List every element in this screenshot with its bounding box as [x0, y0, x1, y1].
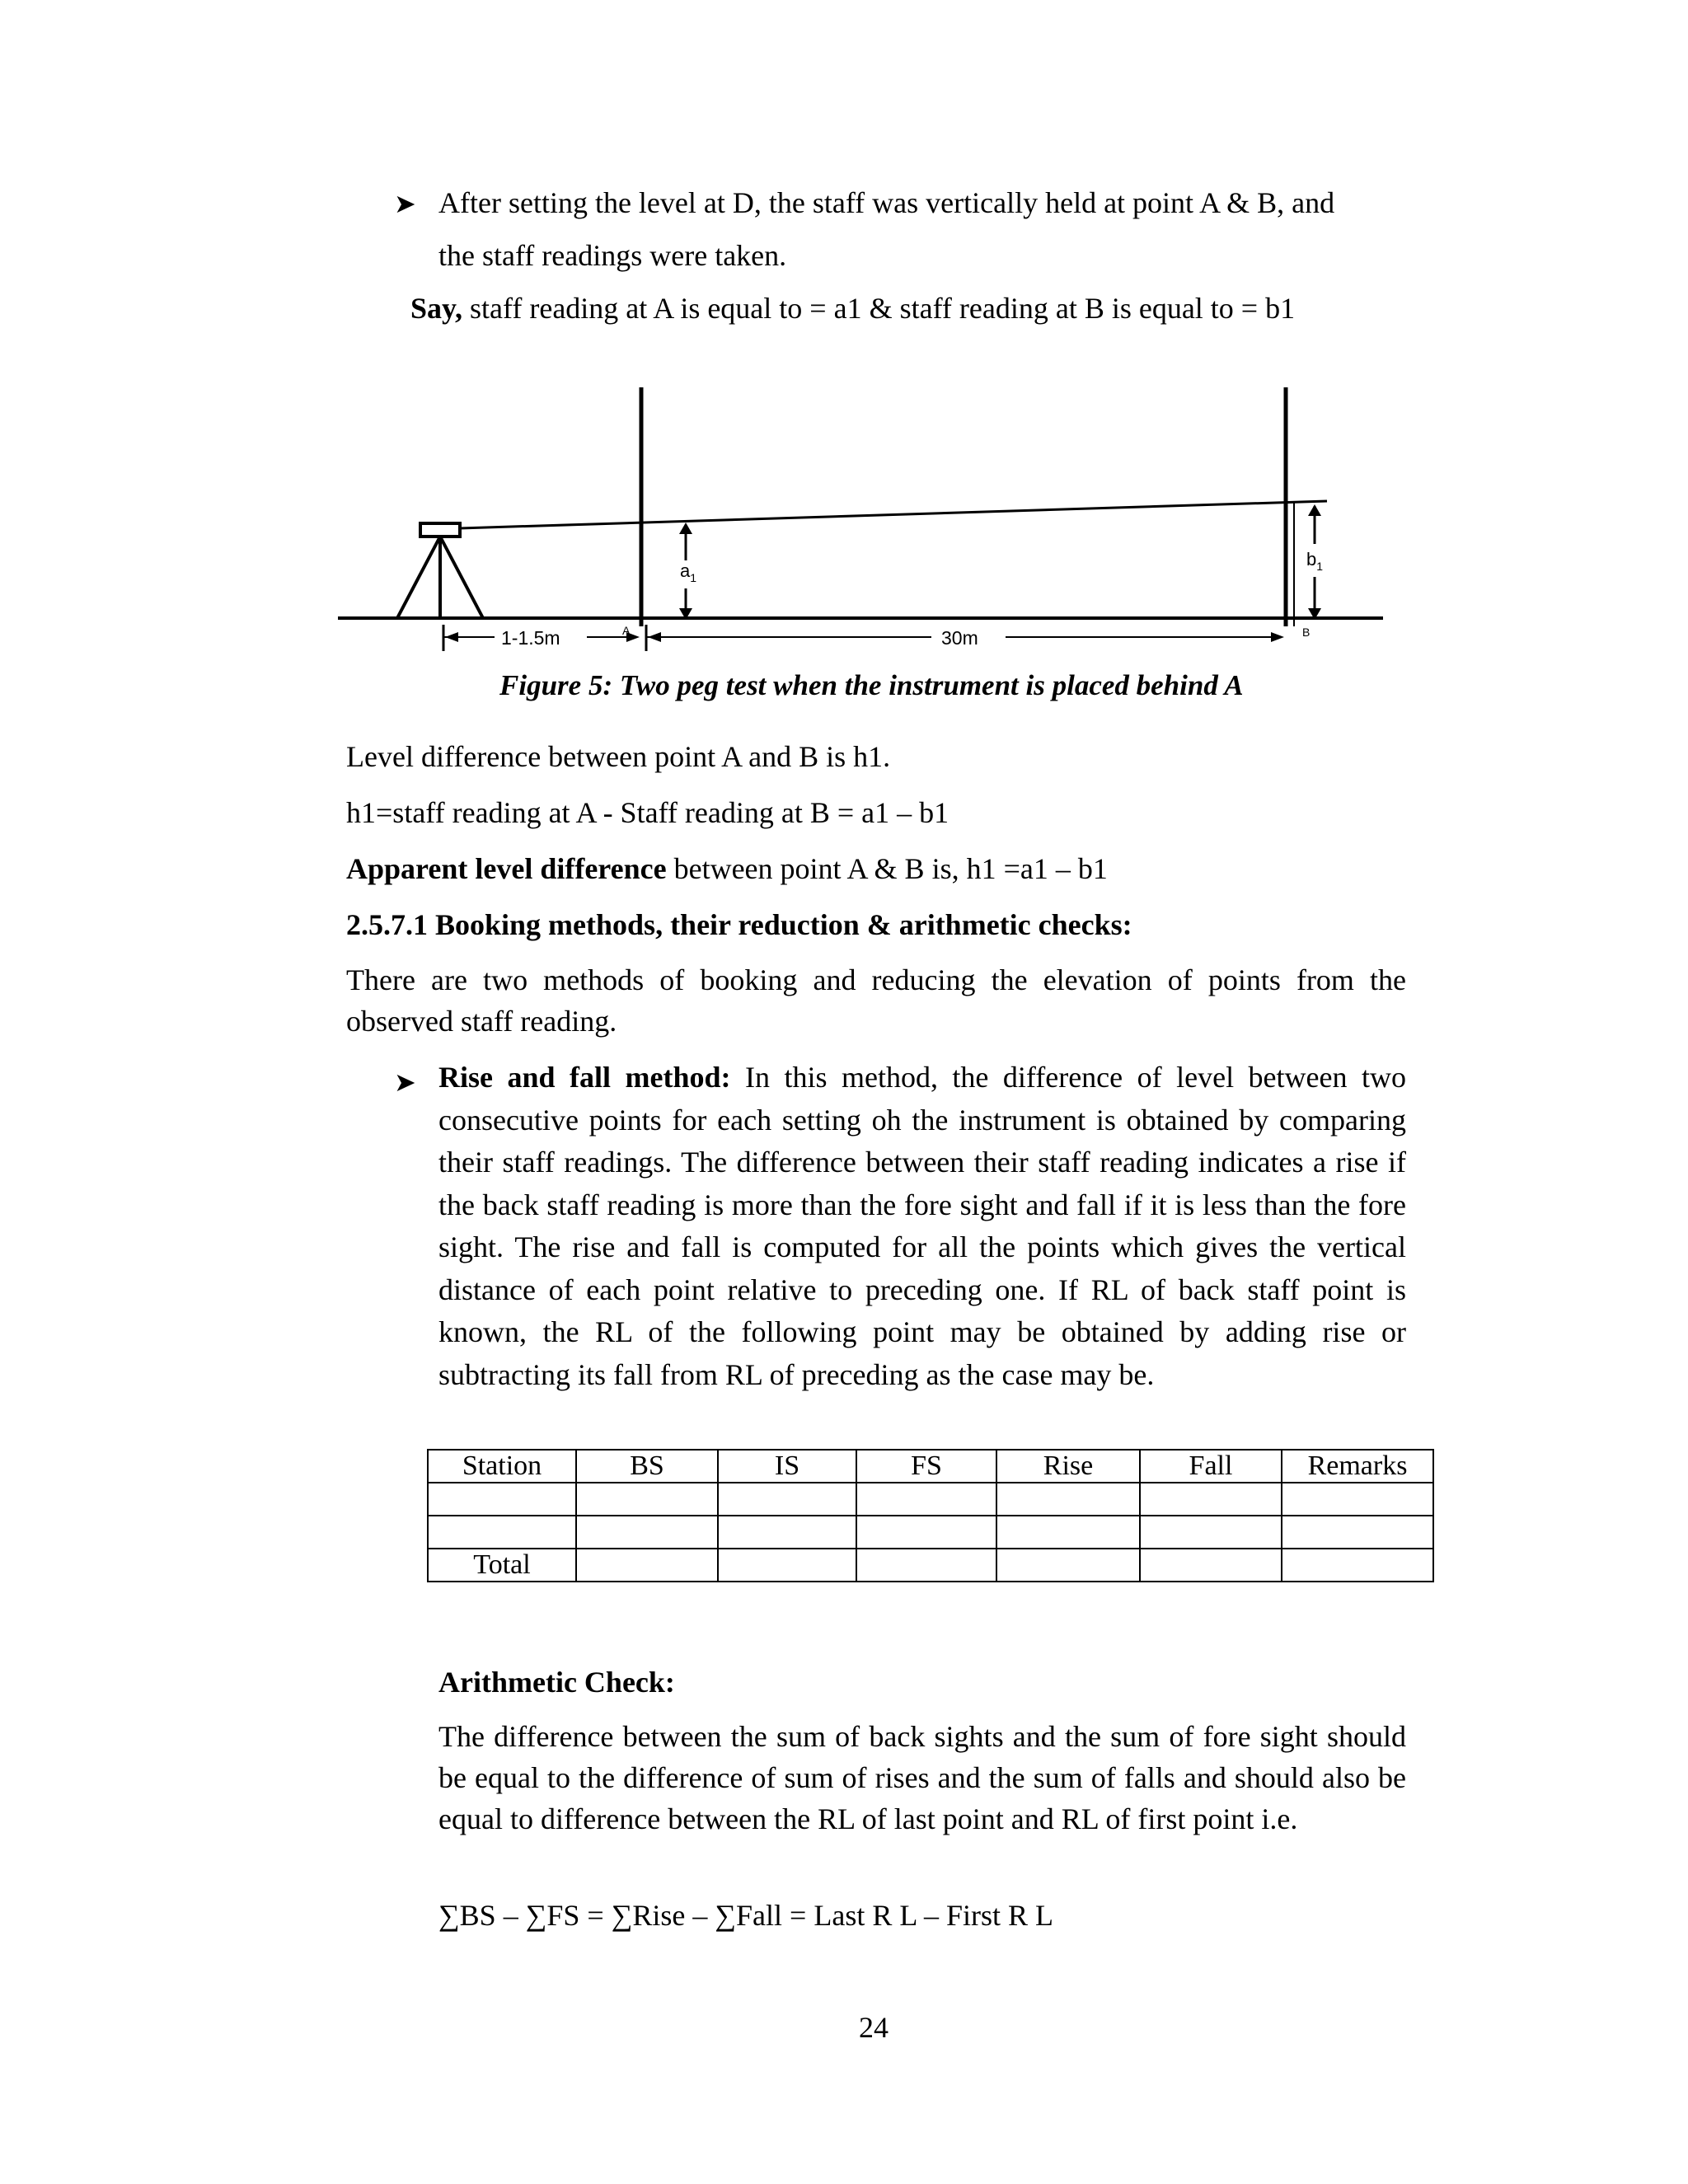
header-station: Station [428, 1450, 576, 1483]
say-label: Say, [410, 292, 463, 325]
header-fs: FS [856, 1450, 996, 1483]
rise-fall-paragraph [438, 1057, 1406, 1396]
say-text: staff reading at A is equal to = a1 & staff reading at B is equal to = b1 [462, 292, 1296, 325]
total-label: Total [428, 1549, 576, 1582]
point-a-label: A [622, 624, 631, 637]
tripod-leg-left [397, 537, 440, 618]
dim-1-label: 1-1.5m [501, 627, 560, 649]
bullet-arrow-icon: ➤ [394, 1067, 416, 1097]
arithmetic-check-formula: ∑BS – ∑FS = ∑Rise – ∑Fall = Last R L – First R L [438, 1899, 1054, 1932]
table-header-row [428, 1450, 1433, 1483]
header-fall: Fall [1140, 1450, 1282, 1483]
point-b-label: B [1302, 626, 1311, 639]
arithmetic-check-text: The difference between the sum of back sights and the sum of fore sight should be equal to the difference of sum of rises and the sum of falls and should also be equal to difference between the RL of last point and RL of first point i.e. [438, 1720, 1406, 1835]
tripod-leg-right [440, 537, 483, 618]
dim-2-label: 30m [941, 627, 978, 649]
b1-label: $b_1$ [1306, 549, 1324, 573]
section-heading: 2.5.7.1 Booking methods, their reduction & arithmetic checks: [346, 908, 1132, 941]
header-remarks: Remarks [1282, 1450, 1433, 1483]
table-total-row [428, 1549, 1433, 1582]
say-line [410, 287, 1482, 330]
header-bs: BS [576, 1450, 718, 1483]
intro-bullet-line-1: After setting the level at D, the staff was vertically held at point A & B, and [438, 186, 1335, 219]
rise-fall-label: Rise and fall method: [438, 1061, 731, 1094]
figure-caption: Figure 5: Two peg test when the instrument is placed behind A [499, 669, 1244, 701]
two-peg-test-diagram [330, 379, 1401, 659]
apparent-label: Apparent level difference [346, 852, 667, 885]
intro-bullet-line-2: the staff readings were taken. [438, 239, 787, 272]
a1-label: $a_1$ [680, 560, 697, 584]
apparent-level-difference [346, 847, 1434, 890]
rise-fall-booking-table [427, 1449, 1434, 1582]
table-row [428, 1516, 1433, 1549]
arithmetic-check-heading: Arithmetic Check: [438, 1666, 675, 1699]
apparent-text: between point A & B is, h1 =a1 – b1 [666, 852, 1108, 885]
header-rise: Rise [996, 1450, 1140, 1483]
page-number: 24 [859, 2011, 889, 2044]
level-difference-text: Level difference between point A and B is h1. [346, 740, 891, 773]
h1-formula: h1=staff reading at A - Staff reading at B = a1 – b1 [346, 796, 950, 829]
rise-fall-text: In this method, the difference of level between two consecutive points for each setting oh the instrument is obtained by comparing their staff readings. The difference between their staff reading indicates a rise if the back staff reading is more than the fore sight and fall if it is less than the fore sight. The rise and fall is computed for all the points which gives the vertical distance of each point relative to preceding one. If RL of back staff point is known, the RL of the following point may be obtained by adding rise or subtracting its fall from RL of preceding as the case may be. [438, 1061, 1406, 1391]
line-of-sight [460, 501, 1327, 528]
level-instrument-icon [420, 523, 460, 537]
table-row [428, 1483, 1433, 1516]
two-methods-paragraph: There are two methods of booking and reducing the elevation of points from the observed staff reading. [346, 963, 1406, 1038]
bullet-arrow-icon: ➤ [394, 189, 416, 218]
header-is: IS [718, 1450, 856, 1483]
